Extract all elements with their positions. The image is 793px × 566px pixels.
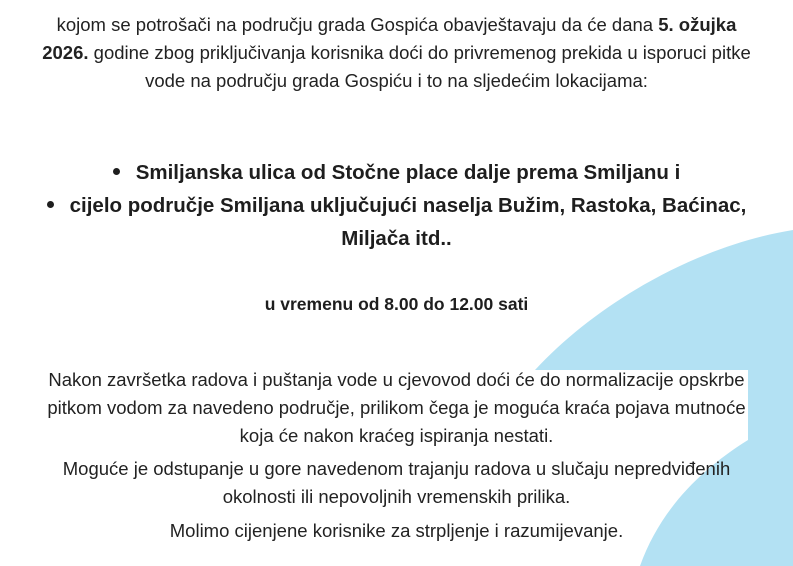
intro-date: 5. ožujka 2026. [42,14,737,63]
bullet-dot-icon [113,168,120,175]
intro-paragraph [40,11,753,95]
thanks-paragraph: Molimo cijenjene korisnike za strpljenje i razumijevanje. [169,520,624,541]
time-window: u vremenu od 8.00 do 12.00 sati [264,294,529,314]
location-text: cijelo područje Smiljana uključujući naselja Bužim, Rastoka, Baćinac, Miljača itd.. [69,194,747,250]
location-item [40,189,753,255]
normalization-paragraph: Nakon završetka radova i puštanja vode u cjevovod doći će do normalizacije opskrbe pitkom vodom za navedeno područje, prilikom čega je moguća kraća pojava mutnoće koja će nakon kraćeg ispiranja nestati. [47,369,746,446]
intro-text-before: kojom se potrošači na području grada Gospića obavještavaju da će dana [56,14,654,35]
location-item [40,156,753,189]
intro-text-after: godine zbog priključivanja korisnika doći do privremenog prekida u isporuci pitke vode na području grada Gospiću i to na sljedećim lokacijama: [93,42,751,91]
location-text: Smiljanska ulica od Stočne place dalje prema Smiljanu i [135,161,681,184]
bullet-dot-icon [47,201,54,208]
locations-list [40,156,753,255]
deviation-paragraph: Moguće je odstupanje u gore navedenom trajanju radova u slučaju nepredviđenih okolnosti ili nepovoljnih vremenskih prilika. [62,458,731,507]
